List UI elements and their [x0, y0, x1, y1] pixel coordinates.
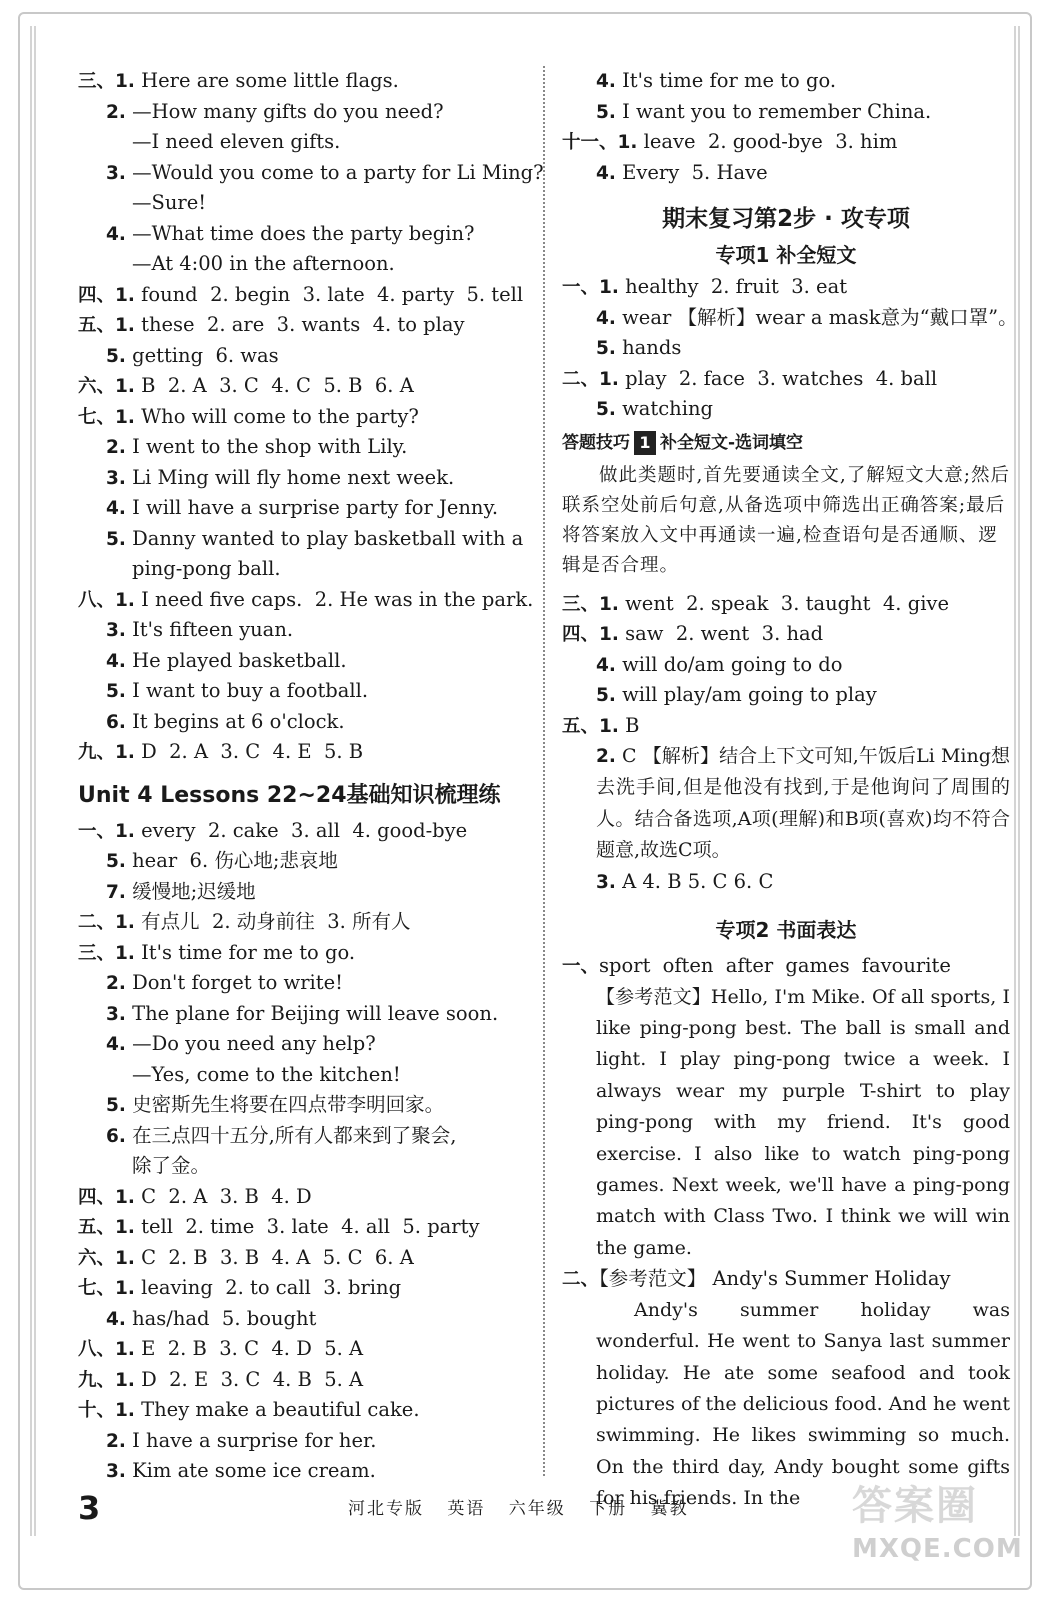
- answer-text: They make a beautiful cake.: [141, 1398, 420, 1421]
- answer-line: [78, 158, 544, 189]
- answer-5-2: 2. C 【解析】结合上下文可知,午饭后Li Ming想去洗手间,但是他没有找到,于是他询问了周围的人。结合备选项,A项(理解)和B项(喜欢)均不符合题意,故选C项。: [596, 745, 1010, 862]
- unit-title: Unit 4 Lessons 22~24基础知识梳理练: [78, 782, 501, 808]
- answer-number: 3.: [106, 1003, 126, 1025]
- answer-line: [78, 66, 528, 97]
- answer-number: 4.: [596, 162, 616, 184]
- answer-text: found 2. begin 3. late 4. party 5. tell: [141, 282, 524, 306]
- answer-text: 缓慢地;迟缓地: [132, 879, 256, 903]
- answer-text: play 2. face 3. watches 4. ball: [625, 366, 938, 390]
- watermark: [852, 1478, 1022, 1578]
- answer-text: —At 4:00 in the afternoon.: [132, 252, 395, 275]
- answer-line: [562, 158, 1010, 189]
- answer-line: [78, 1151, 528, 1182]
- answer-line: [78, 1273, 528, 1304]
- answer-text: Danny wanted to play basketball with a: [132, 526, 524, 550]
- answer-line: [78, 524, 528, 555]
- answer-text: hands: [622, 336, 682, 359]
- answer-text: —Would you come to a party for Li Ming?: [132, 160, 544, 184]
- answer-text: I want to buy a football.: [132, 679, 369, 702]
- answer-text: will play/am going to play: [622, 683, 877, 706]
- answer-line: [78, 310, 528, 341]
- answer-number: 2.: [106, 437, 126, 458]
- answer-number: 6.: [106, 711, 126, 733]
- answer-number: 一、1.: [78, 820, 135, 842]
- answer-number: 四、1.: [562, 624, 619, 645]
- tip-number-badge: 1: [634, 431, 656, 455]
- answer-line: [78, 1334, 528, 1365]
- answers-unit3-review: [78, 66, 544, 768]
- answer-number: 九、1.: [78, 742, 135, 763]
- answer-number: 五、1.: [562, 715, 619, 737]
- answer-line: [78, 999, 528, 1030]
- answer-text: —What time does the party begin?: [132, 221, 475, 245]
- answer-line: [562, 650, 1010, 681]
- answer-line: [562, 711, 1010, 742]
- answer-line: [78, 846, 528, 877]
- answer-number: 4.: [106, 1308, 126, 1330]
- topic1-title: 专项1 补全短文: [715, 243, 857, 267]
- answer-line: [78, 341, 528, 372]
- answer-line: [78, 737, 528, 768]
- answer-number: 4.: [106, 1034, 126, 1055]
- answer-number: 5.: [596, 399, 616, 420]
- topic1-answers: [562, 272, 1018, 425]
- answer-number: 6.: [106, 1125, 126, 1147]
- answer-text: It's fifteen yuan.: [132, 618, 294, 641]
- answer-5-rest: 3. A 4. B 5. C 6. C: [596, 869, 774, 893]
- answer-text: —How many gifts do you need?: [132, 99, 444, 123]
- answer-line: [562, 394, 1010, 425]
- answer-line: [562, 680, 1010, 711]
- answer-text: has/had 5. bought: [132, 1306, 317, 1330]
- answer-number: 3.: [106, 620, 126, 641]
- answer-line: [78, 493, 528, 524]
- watermark-logo: 答案圈: [852, 1483, 978, 1529]
- answer-number: 八、1.: [78, 1339, 135, 1360]
- answer-line: [78, 585, 534, 616]
- answer-line: [78, 1456, 528, 1487]
- answer-text: C 2. A 3. B 4. D: [141, 1184, 312, 1208]
- answer-number: 2.: [106, 973, 126, 994]
- answer-number: 4.: [106, 223, 126, 245]
- writing1-body: 【参考范文】Hello, I'm Mike. Of all sports, I like ping-pong best. The ball is small and light. I play ping-pong twice a week. I always wear my purple T-shirt to play ping-pong with my friend. It's good exercise. I also like to watch ping-pong games. Next week, we'll have a ping-pong match with Class Two. I think we will win the game.: [596, 985, 1010, 1259]
- answers-unit4-lessons: [78, 816, 528, 1487]
- tip-body: 做此类题时,首先要通读全文,了解短文大意;然后联系空处前后句意,从备选项中筛选出正确答案;最后将答案放入文中再通读一遍,检查语句是否通顺、逻辑是否合理。: [562, 464, 1010, 576]
- answer-text: 在三点四十五分,所有人都来到了聚会,: [132, 1123, 457, 1147]
- answer-number: 四、1.: [78, 1186, 135, 1208]
- answer-number: 七、1.: [78, 1278, 135, 1299]
- tip-header: [562, 425, 1010, 461]
- answer-line: [78, 127, 528, 158]
- answer-text: It's time for me to go.: [141, 940, 356, 964]
- answer-number: 7.: [106, 881, 126, 903]
- answer-number: 五、1.: [78, 315, 135, 336]
- answer-line: [78, 432, 528, 463]
- answer-number: 八、1.: [78, 589, 135, 611]
- answer-text: —I need eleven gifts.: [132, 130, 341, 153]
- answer-line: [562, 619, 1010, 650]
- answer-text: Every 5. Have: [622, 160, 768, 184]
- answer-line: [78, 1365, 528, 1396]
- answer-line: [78, 1395, 528, 1426]
- answers-continued: [562, 66, 1010, 188]
- answer-line: [562, 97, 1010, 128]
- tip-label: 答题技巧: [562, 432, 630, 453]
- answer-number: 5.: [596, 338, 616, 359]
- answer-text: —Do you need any help?: [132, 1032, 376, 1055]
- answer-line: [78, 1029, 528, 1060]
- answer-line: [78, 615, 528, 646]
- answer-text: It begins at 6 o'clock.: [132, 709, 345, 733]
- answer-text: hear 6. 伤心地;悲哀地: [132, 849, 338, 872]
- answer-line: [78, 816, 528, 847]
- answer-text: I went to the shop with Lily.: [132, 435, 408, 458]
- answer-text: Don't forget to write!: [132, 971, 344, 994]
- answer-text: tell 2. time 3. late 4. all 5. party: [141, 1215, 480, 1238]
- answer-number: 3.: [106, 1461, 126, 1482]
- answer-number: 5.: [106, 681, 126, 702]
- answer-text: will do/am going to do: [622, 652, 843, 676]
- answer-number: 2.: [106, 101, 126, 123]
- answer-number: 5.: [106, 528, 126, 550]
- right-column: [562, 66, 1018, 1515]
- answer-line: [78, 280, 528, 311]
- answer-line: [78, 219, 528, 250]
- answer-number: 十、1.: [78, 1400, 135, 1421]
- answer-line: [562, 364, 1010, 395]
- answer-text: B 2. A 3. C 4. C 5. B 6. A: [141, 374, 414, 397]
- answer-line: [78, 907, 528, 938]
- answer-number: 2.: [106, 1430, 126, 1452]
- answer-number: 3.: [106, 162, 126, 184]
- answer-text: I have a surprise for her.: [132, 1428, 377, 1452]
- answer-text: The plane for Beijing will leave soon.: [132, 1001, 499, 1025]
- page-number: 3: [78, 1489, 101, 1527]
- answer-text: watching: [622, 397, 714, 420]
- answer-line: [78, 402, 528, 433]
- book-info: 河北专版 英语 六年级 下册 冀教: [348, 1499, 689, 1519]
- answer-text: D 2. E 3. C 4. B 5. A: [141, 1367, 364, 1391]
- column-divider: [543, 66, 545, 1476]
- answer-line: [78, 676, 528, 707]
- answer-number: 4.: [106, 498, 126, 519]
- answer-number: 5.: [596, 101, 616, 123]
- answer-number: 三、1.: [78, 942, 135, 964]
- answer-number: 十一、1.: [562, 132, 638, 153]
- writing1-head: 一、sport often after games favourite: [562, 954, 951, 978]
- answer-text: C 2. B 3. B 4. A 5. C 6. A: [141, 1245, 414, 1269]
- answer-text: leave 2. good-bye 3. him: [643, 130, 898, 153]
- answer-text: ping-pong ball.: [132, 557, 281, 580]
- answer-line: [78, 1426, 528, 1457]
- answer-number: 5.: [106, 1095, 126, 1116]
- answer-number: 4.: [106, 650, 126, 672]
- answer-number: 4.: [596, 654, 616, 676]
- answer-line: [78, 1121, 528, 1152]
- answer-line: [562, 66, 1010, 97]
- answer-line: [562, 272, 1010, 303]
- answer-line: [78, 1212, 528, 1243]
- answer-number: 九、1.: [78, 1369, 135, 1391]
- watermark-url: MXQE.COM: [852, 1534, 1023, 1564]
- answer-text: I will have a surprise party for Jenny.: [132, 496, 499, 519]
- answer-text: Who will come to the party?: [141, 404, 419, 428]
- answer-line: [78, 97, 528, 128]
- answer-number: 5.: [596, 685, 616, 706]
- answer-text: healthy 2. fruit 3. eat: [625, 275, 848, 298]
- answer-line: [78, 371, 528, 402]
- answer-text: I need five caps. 2. He was in the park.: [141, 587, 534, 611]
- answer-text: 史密斯先生将要在四点带李明回家。: [132, 1093, 445, 1116]
- writing2-head: 二、【参考范文】 Andy's Summer Holiday: [562, 1267, 951, 1291]
- writing2-body: Andy's summer holiday was wonderful. He went to Sanya last summer holiday. He ate some seafood and took pictures of the delicious food. And he went swimming. He likes swimming so much. On the third day, Andy bought some gifts for his friends. In the: [596, 1298, 1010, 1510]
- answer-number: 三、1.: [562, 593, 619, 615]
- answer-text: Here are some little flags.: [141, 69, 399, 92]
- left-column: [78, 66, 544, 1487]
- topic2-title: 专项2 书面表达: [715, 918, 857, 943]
- answer-line: [78, 707, 528, 738]
- answer-text: Kim ate some ice cream.: [132, 1459, 376, 1482]
- answer-number: 六、1.: [78, 1247, 135, 1269]
- answer-text: these 2. are 3. wants 4. to play: [141, 313, 465, 336]
- answer-line: [78, 877, 528, 908]
- tip-title: 补全短文-选词填空: [660, 432, 804, 453]
- answer-line: [78, 646, 528, 677]
- answer-text: Li Ming will fly home next week.: [132, 465, 455, 489]
- answer-line: [78, 1090, 528, 1121]
- answer-number: 一、1.: [562, 277, 619, 298]
- answer-number: 二、1.: [78, 912, 135, 933]
- answer-number: 3.: [106, 467, 126, 489]
- answer-text: —Yes, come to the kitchen!: [132, 1062, 401, 1086]
- answer-text: I want you to remember China.: [622, 99, 932, 123]
- answer-line: [78, 1304, 528, 1335]
- answer-line: [78, 249, 528, 280]
- page-footer: [78, 1488, 838, 1528]
- review-title: 期末复习第2步 · 攻专项: [662, 206, 910, 232]
- answer-text: went 2. speak 3. taught 4. give: [625, 591, 949, 615]
- answer-number: 二、1.: [562, 368, 619, 390]
- answer-text: saw 2. went 3. had: [625, 622, 824, 645]
- answer-number: 5.: [106, 851, 126, 872]
- answer-number: 三、1.: [78, 71, 135, 92]
- answer-line: [78, 968, 528, 999]
- answer-line: [78, 1060, 528, 1091]
- answer-line: [78, 938, 528, 969]
- answer-line: [78, 554, 528, 585]
- answer-line: [78, 1182, 528, 1213]
- answer-number: 五、1.: [78, 1217, 135, 1238]
- answer-number: 四、1.: [78, 284, 135, 306]
- answer-text: —Sure!: [132, 191, 207, 214]
- answer-line: [78, 1243, 528, 1274]
- answer-number: 4.: [596, 71, 616, 92]
- answer-text: every 2. cake 3. all 4. good-bye: [141, 818, 468, 842]
- answer-text: wear 【解析】wear a mask意为“戴口罩”。: [622, 305, 1018, 329]
- answer-line: [562, 303, 1018, 334]
- answer-line: [562, 589, 1010, 620]
- answer-text: He played basketball.: [132, 648, 347, 672]
- answer-text: 有点儿 2. 动身前往 3. 所有人: [141, 910, 411, 933]
- answer-text: E 2. B 3. C 4. D 5. A: [141, 1337, 364, 1360]
- answer-text: D 2. A 3. C 4. E 5. B: [141, 740, 364, 763]
- answer-text: 除了金。: [132, 1154, 211, 1177]
- answer-text: getting 6. was: [132, 343, 279, 367]
- answer-text: B: [625, 713, 640, 737]
- answer-number: 5.: [106, 345, 126, 367]
- answer-number: 4.: [596, 307, 616, 329]
- answer-number: 七、1.: [78, 406, 135, 428]
- answer-line: [78, 463, 528, 494]
- answer-line: [78, 188, 528, 219]
- answer-text: leaving 2. to call 3. bring: [141, 1276, 402, 1299]
- answer-text: It's time for me to go.: [622, 69, 837, 92]
- answer-line: [562, 127, 1010, 158]
- answer-line: [562, 333, 1010, 364]
- answer-number: 六、1.: [78, 376, 135, 397]
- topic1-answers-more: [562, 589, 1010, 742]
